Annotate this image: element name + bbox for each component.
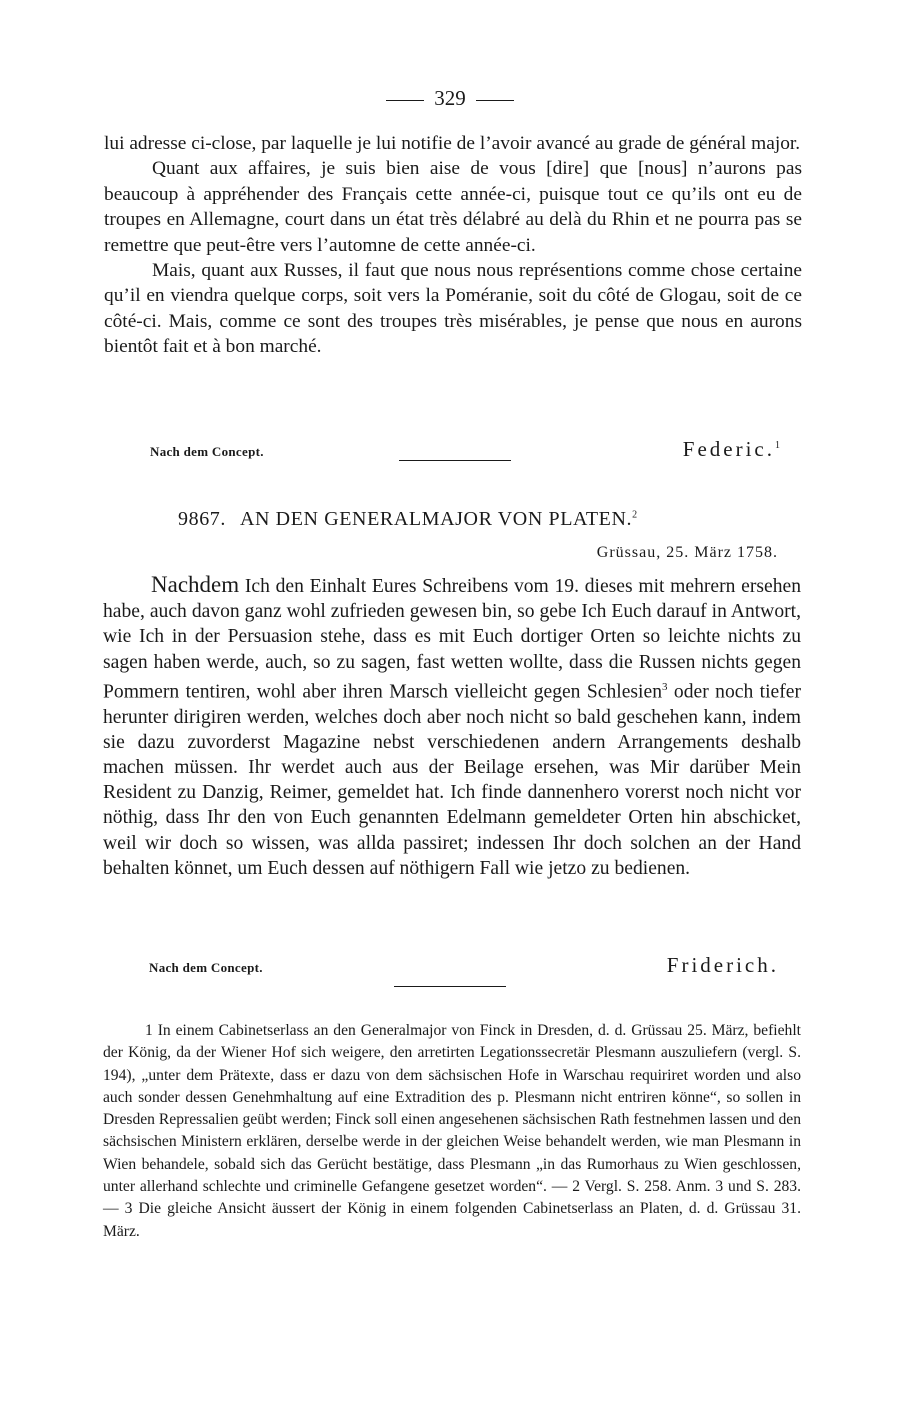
letter-number: 9867.: [178, 508, 226, 530]
section-divider: [394, 986, 506, 987]
footnote-mark: 3: [662, 680, 668, 693]
footnote-text: 1 In einem Cabinetserlass an den Generalmajor von Finck in Dresden, d. d. Grüssau 25. März, befiehlt der König, da der Wiener Hof sich weigere, den arretirten Legationssecretär Plesmann auszuliefern (vergl. S. 194), „unter dem Prätexte, dass er dazu von dem sächsischen Hofe in Warschau requiriret worden und also auch sonder dessen Genehmhaltung auf eine Extradition des p. Plesmann nicht entriren könne“, so sollen in Dresden Repressalien geübt werden; Finck soll einen angesehenen sächsischen Rath festnehmen lassen und den sächsischen Ministern erklären, derselbe werde in der gleichen Weise behandelt werden, wie man Plesmann in Wien behandele, sobald sich das Gerücht bestätige, dass Plesmann „in das Rumorhaus zu Wien geschlossen, unter allerhand schlechte und criminelle Gefangene gesetzet worden“. — 2 Vergl. S. 258. Anm. 3 und S. 283. — 3 Die gleiche Ansicht äussert der König in einem folgenden Cabinetserlass an Platen, d. d. Grüssau 31. März.: [103, 1022, 801, 1240]
letter-two-closing: [103, 952, 801, 978]
letter-one-closing: [104, 436, 802, 462]
letter-one-paragraph: Quant aux affaires, je suis bien aise de vous [dire] que [nous] n’aurons pas beaucoup à appréhender des Français cette année-ci, puisque tout ce qu’ils ont eu de troupes en Allemagne, court dans un état très délabré au delà du Rhin et ne pourra pas se remettre que peut-être vers l’automne de cette année-ci.: [104, 158, 802, 256]
header-dash-right: [476, 100, 514, 101]
letter-recipient: AN DEN GENERALMAJOR VON PLATEN.: [240, 508, 633, 530]
source-note: Nach dem Concept.: [149, 960, 263, 975]
source-note: Nach dem Concept.: [150, 444, 264, 459]
letter-two-paragraph: [103, 572, 801, 881]
letter-one-paragraph: Mais, quant aux Russes, il faut que nous nous représentions comme chose certaine qu’il en viendra quelque corps, soit vers la Poméranie, soit du côté de Glogau, soit de ce côté-ci. Mais, comme ce sont des troupes très misérables, je pense que nous en aurons bientôt fait et à bon marché.: [104, 260, 802, 358]
signature-text: Federic.: [682, 437, 775, 461]
page-header: [0, 86, 900, 111]
letter-two-body-part: oder noch tiefer herunter dirigiren werden, welches doch aber noch nicht so bald geschehen kann, indem sie dazu zuvorderst Magazine nebst verschiedenen andern Arrangements deshalb machen müssen. Ihr werdet auch aus der Beilage ersehen, was Mir darüber Mein Resident zu Danzig, Reimer, gemeldet hat. Ich finde dannenhero vorerst noch nicht vor nöthig, dass Ihr den von Euch genannten Edelmann gemeldeter Orten hin abschicket, weil wir doch so wissen, was allda passiret; indessen Ihr doch solchen an der Hand behalten könnet, um Euch dessen auf nöthigern Fall wie jetzo zu bedienen.: [103, 681, 801, 879]
footnote-mark: 2: [632, 509, 638, 521]
signature: Friderich.: [666, 953, 779, 977]
letter-one-paragraph: lui adresse ci-close, par laquelle je lui notifie de l’avoir avancé au grade de général major.: [104, 133, 801, 154]
letter-one-text: [104, 131, 802, 360]
dateline: Grüssau, 25. März 1758.: [596, 544, 778, 561]
letter-heading: [178, 508, 638, 531]
header-dash-left: [386, 100, 424, 101]
section-divider: [399, 460, 511, 461]
first-word: Nachdem: [151, 572, 240, 597]
signature: [683, 437, 780, 462]
letter-two-text: [103, 572, 801, 881]
footnote-mark: 1: [775, 440, 780, 451]
footnotes: [103, 1020, 801, 1243]
letter-two-body-part: Ich den Einhalt Eures Schreibens vom 19. dieses mit mehrern ersehen habe, auch davon ganz wohl zufrieden gewesen bin, so gebe Ich Euch darauf in Antwort, wie Ich in der Persuasion stehe, dass es mit Euch dortiger Orten so leichte nichts zu sagen haben werde, auch, so zu sagen, fast wetten wollte, dass die Russen nichts gegen Pommern tentiren, wohl aber ihren Marsch vielleicht gegen Schlesien: [103, 576, 802, 703]
page-number: 329: [434, 86, 466, 110]
